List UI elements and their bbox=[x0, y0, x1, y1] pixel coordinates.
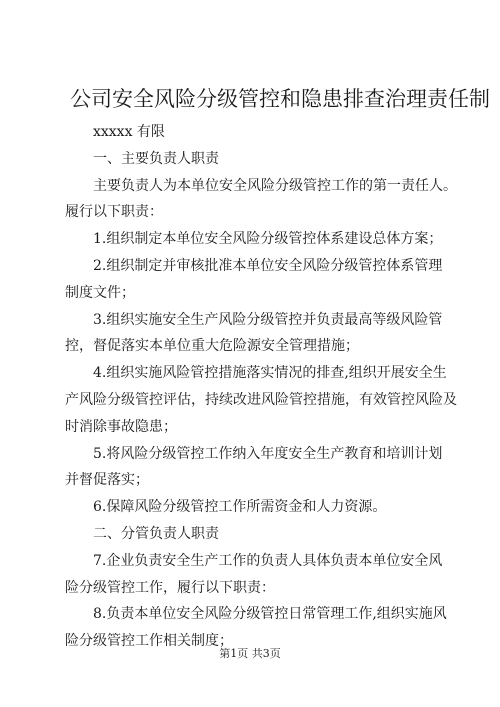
list-item-2-continued: 制度文件； bbox=[65, 284, 135, 301]
list-item-4-continued: 产风险分级管控评估，持续改进风险管控措施，有效管控风险及 bbox=[65, 391, 457, 408]
paragraph-line: 主要负责人为本单位安全风险分级管控工作的第一责任人。 bbox=[93, 177, 457, 194]
list-item-4: 4.组织实施风险管控措施落实情况的排查,组织开展安全生 bbox=[93, 365, 447, 382]
page-number-footer: 第1页 共3页 bbox=[219, 647, 281, 660]
list-item-1: 1.组织制定本单位安全风险分级管控体系建设总体方案； bbox=[93, 231, 443, 248]
company-name-line: xxxxx 有限 bbox=[93, 124, 165, 140]
list-item-8-continued: 险分级管控工作相关制度； bbox=[65, 633, 233, 650]
list-item-3-continued: 控，督促落实本单位重大危险源安全管理措施； bbox=[65, 338, 359, 355]
list-item-8: 8.负责本单位安全风险分级管控日常管理工作,组织实施风 bbox=[93, 606, 447, 623]
list-item-7: 7.企业负责安全生产工作的负责人具体负责本单位安全风 bbox=[93, 552, 443, 569]
section-heading-secondary: 二、分管负责人职责 bbox=[93, 525, 219, 542]
list-item-5: 5.将风险分级管控工作纳入年度安全生产教育和培训计划 bbox=[93, 445, 443, 462]
document-body bbox=[65, 119, 457, 655]
list-item-6: 6.保障风险分级管控工作所需资金和人力资源。 bbox=[93, 499, 387, 516]
list-item-5-continued: 并督促落实； bbox=[65, 472, 149, 489]
list-item-3: 3.组织实施安全生产风险分级管控并负责最高等级风险管 bbox=[93, 311, 443, 328]
document-title: 公司安全风险分级管控和隐患排查治理责任制 bbox=[70, 87, 490, 111]
list-item-2: 2.组织制定并审核批准本单位安全风险分级管控体系管理 bbox=[93, 257, 443, 274]
section-heading-primary: 一、主要负责人职责 bbox=[93, 150, 219, 167]
paragraph-line: 履行以下职责： bbox=[65, 204, 163, 221]
list-item-4-continued: 时消除事故隐患； bbox=[65, 418, 177, 435]
list-item-7-continued: 险分级管控工作，履行以下职责： bbox=[65, 579, 275, 596]
